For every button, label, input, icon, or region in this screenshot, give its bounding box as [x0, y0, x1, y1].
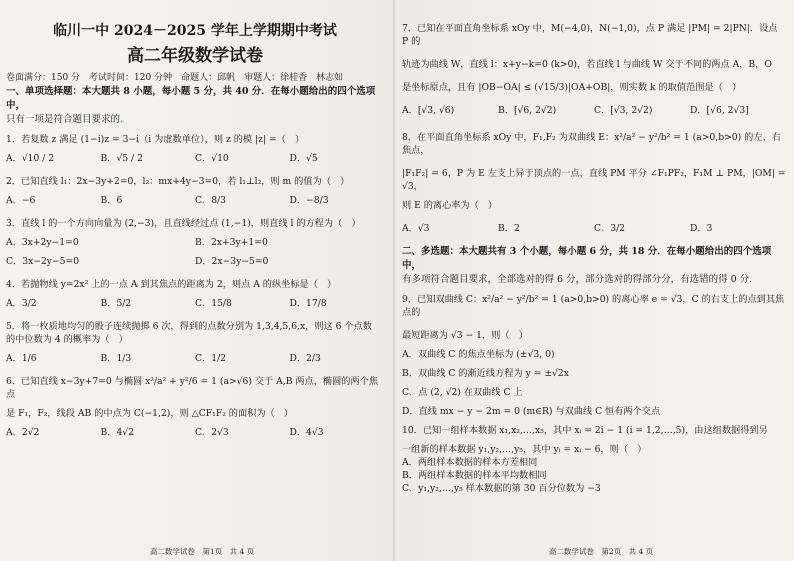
question-8: 8．在平面直角坐标系 xOy 中，F₁,F₂ 为双曲线 E：x²/a² − y²/b² = 1 (a>0,b>0) 的左、右焦点，: [402, 132, 781, 156]
option-d: D．2x−3y−5=0: [195, 256, 269, 267]
option-d: D．4√3: [289, 427, 324, 438]
exam-meta: 卷面满分：150 分 考试时间：120 分钟 命题人：邱帆 审题人：徐桂香 林志如: [6, 73, 344, 83]
option-a: A．√10 / 2: [6, 153, 55, 164]
question-7-options: [402, 104, 786, 117]
option-b: B．2x+3y+1=0: [195, 237, 268, 248]
exam-subtitle: 高二年级数学试卷: [127, 46, 263, 66]
option-a: A．3/2: [6, 298, 37, 309]
option-c: C．3x−2y−5=0: [6, 256, 80, 267]
option-b: B．√5 / 2: [100, 153, 143, 164]
question-3: 3．直线 l 的一个方向向量为 (2,−3)，且直线经过点 (1,−1)，则直线 l 的方程为（ ）: [6, 218, 361, 229]
question-10-option-a: A．两组样本数据的样本方差相同: [402, 457, 538, 468]
option-c: C．1/2: [195, 353, 227, 364]
question-1: 1．若复数 z 满足 (1−i)z = 3−i（i 为虚数单位），则 z 的模 |z| =（ ）: [6, 134, 305, 145]
question-3-options-ab: [6, 236, 384, 249]
option-c: C．√10: [195, 153, 229, 164]
question-4-options: [6, 297, 384, 310]
question-5: 5．将一枚质地均匀的骰子连续抛掷 6 次，得到的点数分别为 1,3,4,5,6,x，则这 6 个点数: [6, 321, 372, 332]
option-c: C．8/3: [195, 195, 227, 206]
question-9-option-d: D．直线 mx − y − 2m = 0 (m∈R) 与双曲线 C 恒有两个交点: [402, 406, 661, 417]
question-10-option-c: C．y₁,y₂,…,y₅ 样本数据的第 30 百分位数为 −3: [402, 483, 601, 494]
question-5-options: [6, 352, 384, 365]
question-5-cont: 的中位数为 4 的概率为（ ）: [6, 334, 128, 345]
page-fold: [393, 0, 395, 561]
right-page: [396, 0, 794, 561]
exam-title: 临川一中 2024－2025 学年上学期期中考试: [53, 23, 337, 39]
option-c: C．[√3, 2√2): [594, 105, 653, 116]
question-3-options-cd: [6, 255, 384, 268]
option-a: A．[√3, √6): [402, 105, 455, 116]
option-d: D．3: [690, 223, 713, 234]
section-multi-choice-cont: 有多项符合题目要求，全部选对的得 6 分，部分选对的得部分分，有选错的得 0 分．: [402, 274, 759, 285]
question-6: 6．已知直线 x−3y+7=0 与椭圆 x²/a² + y²/6 = 1 (a>√6) 交于 A,B 两点，椭圆的两个焦点: [6, 376, 379, 400]
question-9-option-a: A．双曲线 C 的焦点坐标为 (±√3, 0): [402, 349, 555, 360]
question-2: 2．已知直线 l₁：2x−3y+2=0，l₂：mx+4y−3=0，若 l₁⊥l₂，则 m 的值为（ ）: [6, 176, 350, 187]
option-a: A．1/6: [6, 353, 37, 364]
option-c: C．15/8: [195, 298, 232, 309]
option-b: B．2: [498, 223, 520, 234]
question-9-option-b: B．双曲线 C 的渐近线方程为 y = ±√2x: [402, 368, 569, 379]
option-c: C．2√3: [195, 427, 229, 438]
option-a: A．3x+2y−1=0: [6, 237, 79, 248]
question-2-options: [6, 194, 384, 207]
page-footer-left: 高二数学试卷 第1页 共 4 页: [149, 547, 255, 556]
question-8-options: [402, 222, 786, 235]
option-b: B．5/2: [100, 298, 132, 309]
section-single-choice-cont: 只有一项是符合题目要求的．: [6, 114, 130, 125]
option-d: D．17/8: [289, 298, 327, 309]
page-footer-right: 高二数学试卷 第2页 共 4 页: [548, 547, 654, 556]
option-b: B．1/3: [100, 353, 132, 364]
question-4: 4．若抛物线 y=2x² 上的一点 A 到其焦点的距离为 2，则点 A 的纵坐标是（ ）: [6, 279, 337, 290]
option-b: B．[√6, 2√2): [498, 105, 557, 116]
option-b: B．4√2: [100, 427, 134, 438]
question-9-cont: 最短距离为 √3 − 1，则（ ）: [402, 330, 528, 341]
question-1-options: [6, 152, 384, 165]
option-d: D．[√6, 2√3]: [690, 105, 749, 116]
section-single-choice: 一、单项选择题：本大题共 8 小题，每小题 5 分，共 40 分．在每小题给出的四个选项中，: [6, 86, 376, 111]
left-page: [0, 0, 392, 561]
question-6-cont: 是 F₁，F₂，线段 AB 的中点为 C(−1,2)，则 △CF₁F₂ 的面积为（ ）: [6, 408, 294, 419]
question-10: 10．已知一组样本数据 x₁,x₂,…,x₅，其中 xᵢ = 2i − 1 (i = 1,2,…,5)，由这组数据得到另: [402, 425, 768, 436]
question-7-cont: 轨迹为曲线 W，直线 l：x+y−k=0 (k>0)，若直线 l 与曲线 W 交于不同的两点 A，B，O: [402, 59, 772, 70]
option-c: C．3/2: [594, 223, 626, 234]
section-multi-choice: 二、多选题：本大题共有 3 个小题，每小题 6 分，共 18 分．在每小题给出的四个选项中，: [402, 246, 772, 271]
question-6-options: [6, 426, 384, 439]
question-8-cont2: 则 E 的离心率为（ ）: [402, 200, 498, 211]
option-a: A．2√2: [6, 427, 40, 438]
option-a: A．−6: [6, 195, 36, 206]
option-b: B．6: [100, 195, 123, 206]
option-d: D．√5: [289, 153, 318, 164]
question-10-option-b: B．两组样本数据的样本平均数相同: [402, 470, 547, 481]
question-10-cont: 一组新的样本数据 y₁,y₂,…,y₅，其中 yᵢ = xᵢ − 6，则（ ）: [402, 444, 647, 455]
question-9: 9．已知双曲线 C：x²/a² − y²/b² = 1 (a>0,b>0) 的离心率 e = √3，C 的右支上的点到其焦点的: [402, 294, 785, 318]
option-d: D．−8/3: [289, 195, 329, 206]
question-7: 7．已知在平面直角坐标系 xOy 中，M(−4,0)，N(−1,0)，点 P 满足 |PM| = 2|PN|．设点 P 的: [402, 23, 778, 47]
question-8-cont: |F₁F₂| = 6，P 为 E 左支上异于顶点的一点，直线 PM 平分 ∠F₁PF₂，F₁M ⊥ PM，|OM| = √3，: [402, 168, 786, 192]
option-d: D．2/3: [289, 353, 321, 364]
question-9-option-c: C．点 (2, √2) 在双曲线 C 上: [402, 387, 523, 398]
option-a: A．√3: [402, 223, 430, 234]
question-7-cont2: 是坐标原点，且有 |OB−OA| ≤ (√15/3)|OA+OB|，则实数 k 的取值范围是（ ）: [402, 82, 742, 93]
